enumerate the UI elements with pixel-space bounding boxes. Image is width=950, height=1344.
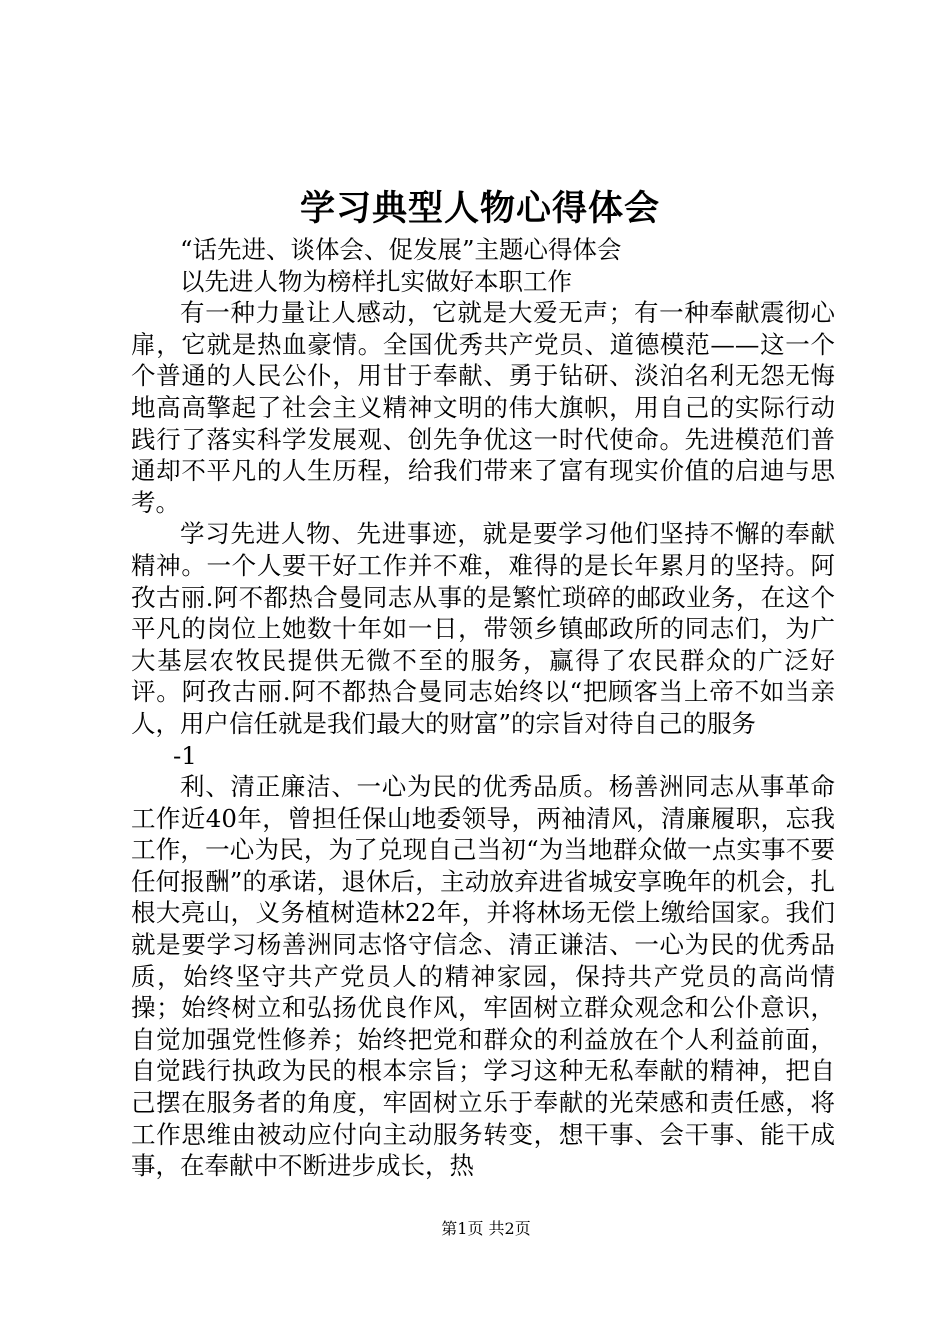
body-paragraph: 利、清正廉洁、一心为民的优秀品质。杨善洲同志从事革命工作近40年，曾担任保山地委领导，两袖清风，清廉履职，忘我工作，一心为民，为了兑现自己当初“为当地群众做一点实事不要任何报酬”的承诺，退休后，主动放弃进省城安享晚年的机会，扎根大亮山，义务植树造林22年，并将林场无偿上缴给国家。我们就是要学习杨善洲同志恪守信念、清正谦洁、一心为民的优秀品质，始终坚守共产党员人的精神家园，保持共产党员的高尚情操；始终树立和弘扬优良作风，牢固树立群众观念和公仆意识，自觉加强党性修养；始终把党和群众的利益放在个人利益前面，自觉践行执政为民的根本宗旨；学习这种无私奉献的精神，把自己摆在服务者的角度，牢固树立乐于奉献的光荣感和责任感，将工作思维由被动应付向主动服务转变，想干事、会干事、能干成事，在奉献中不断进步成长，热 (131, 772, 835, 1181)
subtitle-paragraph: “话先进、谈体会、促发展”主题心得体会 (180, 235, 622, 264)
heading-paragraph: 以先进人物为榜样扎实做好本职工作 (180, 266, 572, 296)
body-paragraph: 有一种力量让人感动，它就是大爱无声；有一种奉献震彻心扉，它就是热血豪情。全国优秀共产党员、道德模范——这一个个普通的人民公仆，用甘于奉献、勇于钻研、淡泊名利无怨无悔地高高擎起了社会主义精神文明的伟大旗帜，用自己的实际行动践行了落实科学发展观、创先争优这一时代使命。先进模范们普通却不平凡的人生历程，给我们带来了富有现实价值的启迪与思考。 (131, 298, 835, 517)
document-body (131, 234, 835, 1182)
page-marker: -1 (173, 740, 197, 770)
document-title: 学习典型人物心得体会 (299, 188, 660, 229)
body-paragraph: 学习先进人物、先进事迹，就是要学习他们坚持不懈的奉献精神。一个人要干好工作并不难，难得的是长年累月的坚持。阿孜古丽.阿不都热合曼同志从事的是繁忙琐碎的邮政业务，在这个平凡的岗位上她数十年如一日，带领乡镇邮政所的同志们，为广大基层农牧民提供无微不至的服务，赢得了农民群众的广泛好评。阿孜古丽.阿不都热合曼同志始终以“把顾客当上帝不如当亲人，用户信任就是我们最大的财富”的宗旨对待自己的服务 (131, 519, 835, 738)
page-footer: 第1页 共2页 (441, 1219, 531, 1238)
